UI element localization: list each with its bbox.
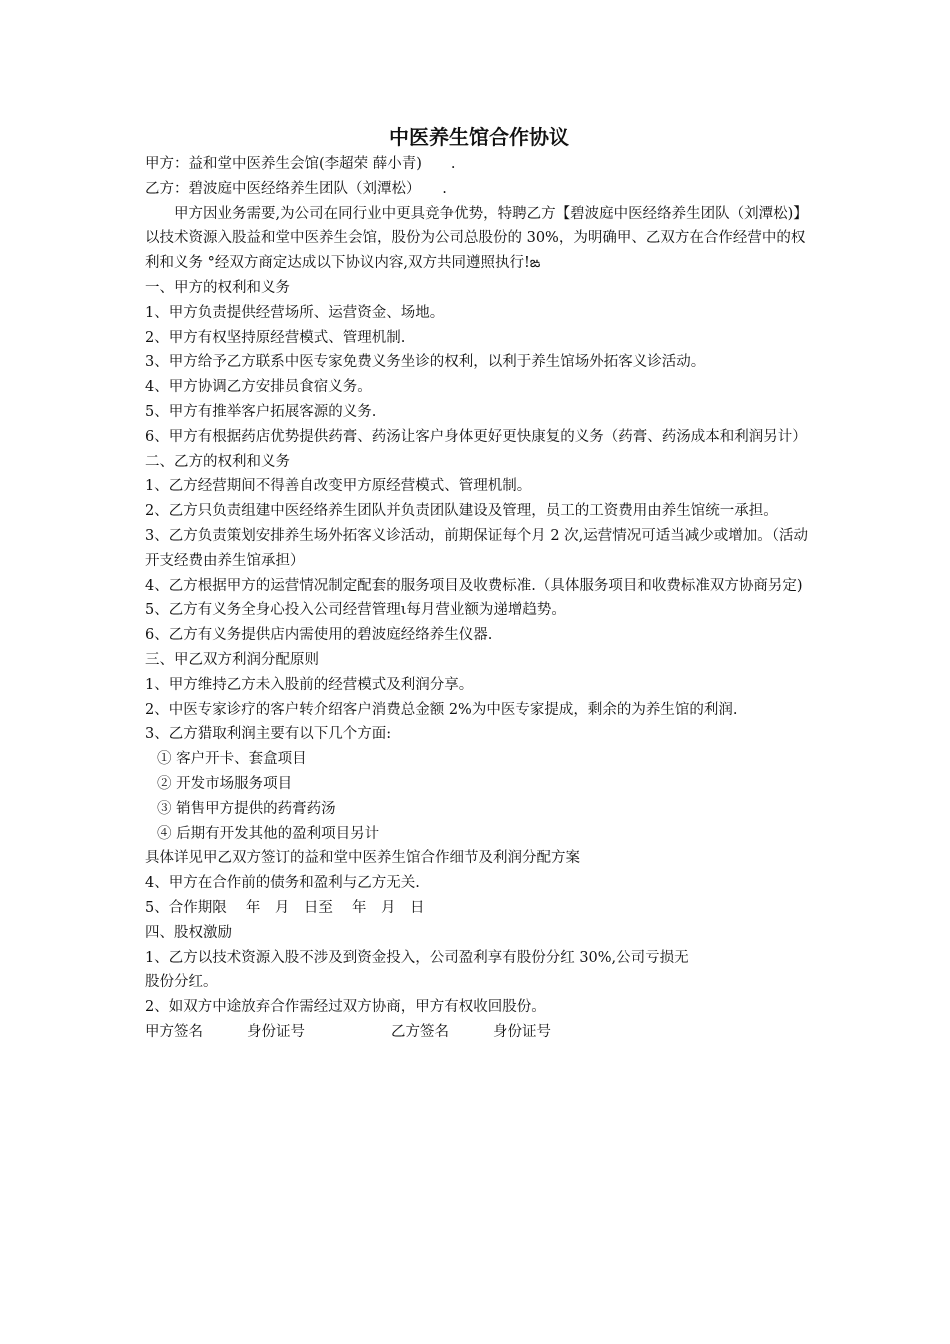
clause: 2、如双方中途放弃合作需经过双方协商，甲方有权收回股份。 [145,999,546,1016]
intro-paragraph: 甲方因业务需要,为公司在同行业中更具竞争优势，特聘乙方【碧波庭中医经络养生团队（刘潭松)】以技术资源入股益和堂中医养生会馆，股份为公司总股份的 30%，为明确甲、乙双方在合作经营中的权利和义务 °经双方商定达成以下协议内容,双方共同遵照执行!ఙ [145,205,808,272]
clause: 6、乙方有义务提供店内需使用的碧波庭经络养生仪器. [145,627,493,644]
document-body [145,122,813,1045]
document-title: 中医养生馆合作协议 [389,125,569,149]
signature-line [145,1020,813,1045]
section-heading: 四、股权激励 [145,924,232,941]
party-a-line: 甲方：益和堂中医养生会馆(李超荣 薛小青) . [145,156,456,172]
clause: 5、乙方有义务全身心投入公司经营管理ι每月营业额为递增趋势。 [145,602,566,619]
party-a-id-label: 身份证号 [247,1023,305,1040]
sub-clause: ④ 后期有开发其他的盈利项目另计 [157,825,380,842]
clause: 具体详见甲乙双方签订的益和堂中医养生馆合作细节及利润分配方案 [145,850,580,867]
clause: 3、甲方给予乙方联系中医专家免费义务坐诊的权利，以利于养生馆场外拓客义诊活动。 [145,354,706,371]
clause: 2、乙方只负责组建中医经络养生团队并负责团队建设及管理，员工的工资费用由养生馆统一承担。 [145,503,778,520]
section-heading: 三、甲乙双方利润分配原则 [145,651,319,668]
clause: 2、中医专家诊疗的客户转介绍客户消费总金额 2%为中医专家提成，剩余的为养生馆的利润. [145,701,738,718]
clause: 股份分红。 [145,974,218,991]
sub-clause: ① 客户开卡、套盒项目 [157,751,307,768]
clause: 5、甲方有推举客户拓展客源的义务. [145,403,377,420]
term-clause: 5、合作期限 年 月 日至 年 月 日 [145,899,425,916]
clause: 1、甲方维持乙方未入股前的经营模式及利润分享。 [145,676,474,693]
party-b-line: 乙方：碧波庭中医经络养生团队（刘潭松） . [145,180,447,197]
clause: 2、甲方有权坚持原经营模式、管理机制. [145,329,406,346]
clause: 3、乙方猎取利润主要有以下几个方面: [145,726,392,743]
party-a-signature-label: 甲方签名 [145,1023,203,1040]
clause: 4、甲方协调乙方安排员食宿义务。 [145,379,372,396]
clause: 1、甲方负责提供经营场所、运营资金、场地。 [145,304,445,321]
section-heading: 二、乙方的权利和义务 [145,453,290,470]
clause: 1、乙方经营期间不得善自改变甲方原经营模式、管理机制。 [145,478,532,495]
sub-clause: ② 开发市场服务项目 [157,775,293,792]
section-heading: 一、甲方的权利和义务 [145,279,290,296]
party-b-signature-label: 乙方签名 [391,1023,449,1040]
party-b-id-label: 身份证号 [493,1023,551,1040]
clause: 4、甲方在合作前的债务和盈利与乙方无关. [145,875,420,892]
clause: 1、乙方以技术资源入股不涉及到资金投入，公司盈利享有股份分红 30%,公司亏损无 [145,949,689,966]
clause: 6、甲方有根据药店优势提供药膏、药汤让客户身体更好更快康复的义务（药膏、药汤成本和利润另计） [145,428,807,445]
clause: 4、乙方根据甲方的运营情况制定配套的服务项目及收费标准.（具体服务项目和收费标准双方协商另定) [145,577,803,594]
sub-clause: ③ 销售甲方提供的药膏药汤 [157,800,336,817]
clause: 3、乙方负责策划安排养生场外拓客义诊活动，前期保证每个月 2 次,运营情况可适当减少或增加。（活动开支经费由养生馆承担） [145,527,809,569]
